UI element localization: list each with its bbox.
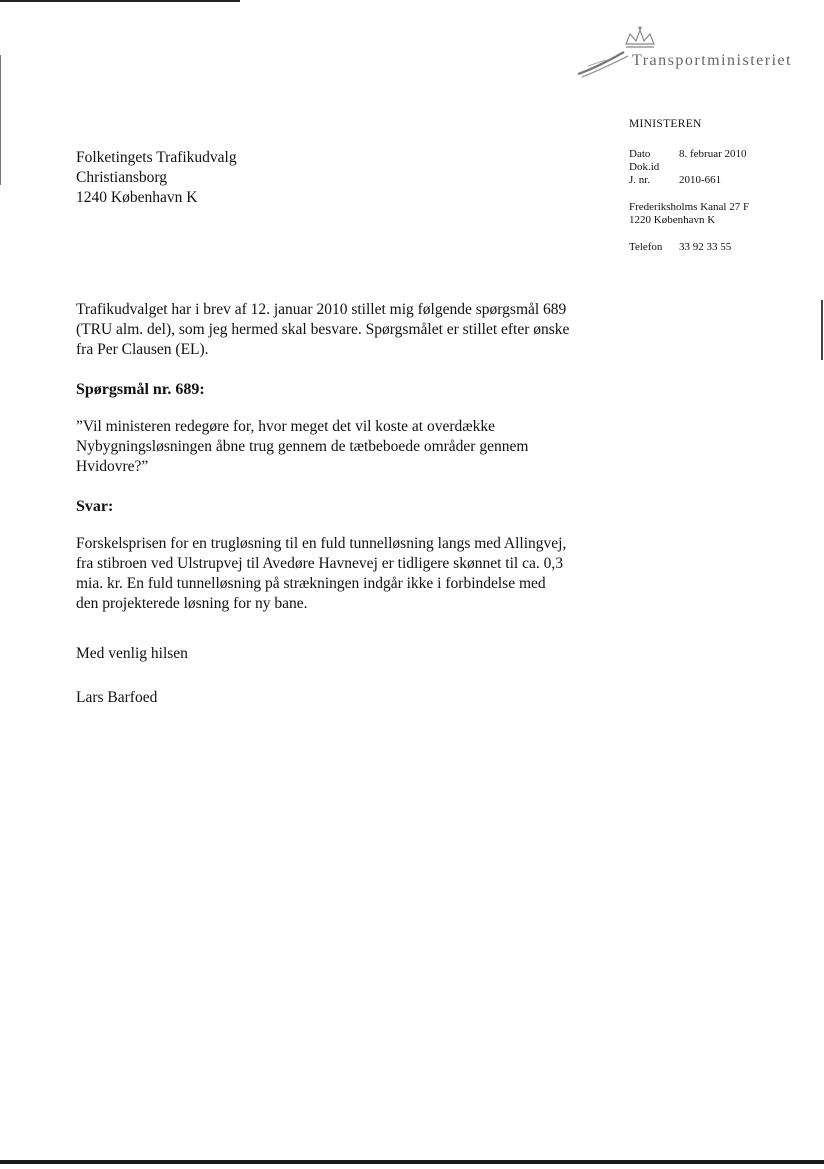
scan-edge-left — [0, 55, 1, 185]
text-line: den projekterede løsning for ny bane. — [76, 595, 308, 612]
meta-value: 8. februar 2010 — [679, 148, 747, 160]
answer-heading: Svar: — [76, 498, 114, 515]
text-line: Hvidovre?” — [76, 458, 149, 475]
text-line: Forskelsprisen for en trugløsning til en fuld tunnelløsning langs med Allingvej, — [76, 535, 567, 552]
road-swoosh-icon — [574, 46, 634, 80]
text-line: mia. kr. En fuld tunnelløsning på strækningen indgår ikke i forbindelse med — [76, 575, 546, 592]
question-heading: Spørgsmål nr. 689: — [76, 381, 205, 398]
meta-label: Dok.id — [629, 161, 660, 173]
recipient-address — [76, 148, 237, 208]
sender-address-line: Frederiksholms Kanal 27 F — [629, 201, 750, 213]
phone-row — [629, 241, 814, 254]
ministry-logo-text: Transportministeriet — [632, 52, 793, 69]
intro-paragraph — [76, 300, 616, 360]
question-paragraph — [76, 417, 616, 477]
recipient-line: 1240 København K — [76, 189, 198, 206]
meta-row-docid — [629, 161, 814, 174]
signature-name: Lars Barfoed — [76, 689, 158, 706]
meta-label: J. nr. — [629, 174, 651, 186]
sender-department: MINISTEREN — [629, 118, 702, 130]
meta-value: 2010-661 — [679, 174, 722, 186]
text-line: (TRU alm. del), som jeg hermed skal besvare. Spørgsmålet er stillet efter ønske — [76, 321, 570, 338]
scan-border-top — [0, 0, 240, 2]
recipient-line: Folketingets Trafikudvalg — [76, 149, 237, 166]
scan-border-bottom — [0, 1160, 824, 1164]
scan-edge-right — [821, 300, 823, 360]
letter-body — [76, 300, 616, 708]
meta-row-journal — [629, 174, 814, 187]
text-line: fra stibroen ved Ulstrupvej til Avedøre Havnevej er tidligere skønnet til ca. 0,3 — [76, 555, 563, 572]
sender-address-line: 1220 København K — [629, 214, 716, 226]
recipient-line: Christiansborg — [76, 169, 167, 186]
text-line: Trafikudvalget har i brev af 12. januar 2010 stillet mig følgende spørgsmål 689 — [76, 301, 567, 318]
meta-label: Dato — [629, 148, 651, 160]
answer-paragraph — [76, 534, 616, 614]
phone-value: 33 92 33 55 — [679, 241, 732, 253]
letter-sidebar — [629, 118, 814, 254]
phone-label: Telefon — [629, 241, 663, 253]
closing-greeting: Med venlig hilsen — [76, 645, 188, 662]
meta-row-date — [629, 148, 814, 161]
text-line: Nybygningsløsningen åbne trug gennem de tætbeboede områder gennem — [76, 438, 529, 455]
text-line: ”Vil ministeren redegøre for, hvor meget det vil koste at overdække — [76, 418, 495, 435]
text-line: fra Per Clausen (EL). — [76, 341, 209, 358]
ministry-logo — [574, 24, 794, 86]
